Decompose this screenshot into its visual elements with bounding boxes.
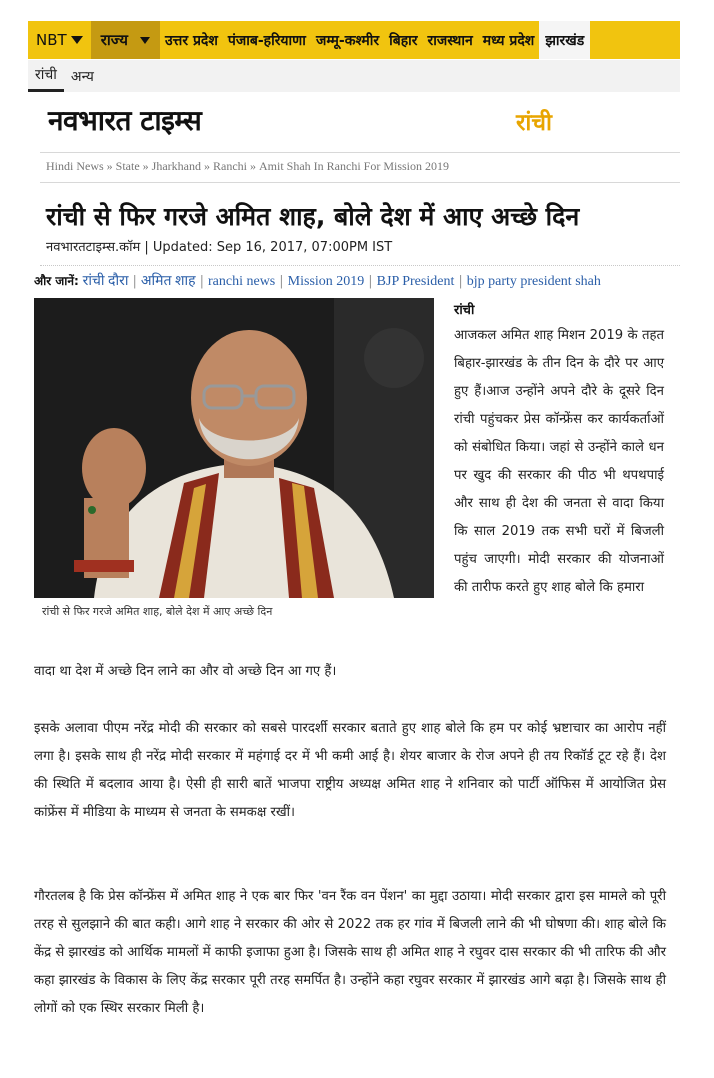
nav-state-madhya-pradesh[interactable]: मध्य प्रदेश — [482, 32, 535, 49]
breadcrumb-hindi-news[interactable]: Hindi News — [46, 159, 104, 173]
section-rajya-label: राज्य — [100, 31, 128, 49]
article-photo[interactable] — [34, 298, 434, 598]
article-headline: रांची से फिर गरजे अमित शाह, बोले देश में आए अच्छे दिन — [46, 202, 580, 231]
divider — [40, 265, 680, 266]
subtab-other[interactable]: अन्य — [70, 68, 94, 85]
breadcrumb-state[interactable]: State — [115, 159, 140, 173]
tag-link[interactable]: अमित शाह — [140, 274, 196, 289]
tag-separator: | — [279, 274, 284, 289]
nav-state-uttar-pradesh[interactable]: उत्तर प्रदेश — [165, 32, 218, 49]
tags-label: और जानें: — [34, 274, 79, 288]
tag-link[interactable]: Mission 2019 — [287, 274, 365, 289]
nav-state-punjab-haryana[interactable]: पंजाब-हरियाणा — [227, 32, 306, 49]
nav-state-jharkhand[interactable]: झारखंड — [539, 21, 590, 59]
breadcrumb-ranchi[interactable]: Ranchi — [213, 159, 247, 173]
breadcrumb — [46, 159, 449, 174]
breadcrumb-separator: » — [250, 159, 256, 173]
subtab-ranchi[interactable]: रांची — [28, 60, 64, 92]
photo-caption: रांची से फिर गरजे अमित शाह, बोले देश में आए अच्छे दिन — [42, 605, 273, 618]
state-nav-list — [160, 21, 590, 59]
section-rajya-tab[interactable] — [91, 21, 160, 59]
breadcrumb-separator: » — [142, 159, 149, 173]
breadcrumb-separator: » — [106, 159, 113, 173]
article-dateline: रांची — [454, 303, 475, 318]
nbt-label: NBT — [36, 31, 67, 49]
tag-separator: | — [368, 274, 373, 289]
nbt-menu-button[interactable] — [28, 21, 91, 59]
article-lead-paragraph: आजकल अमित शाह मिशन 2019 के तहत बिहार-झारखंड के तीन दिन के दौरे पर आए हुए हैं।आज उन्होंने अपने दौरे के दूसरे दिन रांची पहुंचकर प्रेस कॉन्फ्रेंस कर कार्यकर्ताओं को संबोधित किया। जहां से उन्होंने काले धन पर खुद की सरकार की पीठ भी थपथपाई और साथ ही देश की जनता से वादा किया कि साल 2019 तक सभी घरों में बिजली पहुंच जाएगी। मोदी सरकार की योजनाओं की तारीफ करते हुए शाह बोले कि हमारा — [454, 328, 664, 595]
tag-separator: | — [199, 274, 204, 289]
nav-state-rajasthan[interactable]: राजस्थान — [427, 32, 473, 49]
nav-state-jammu-kashmir[interactable]: जम्मू-कश्मीर — [315, 32, 380, 49]
article-paragraph-3: गौरतलब है कि प्रेस कॉन्फ्रेंस में अमित शाह ने एक बार फिर 'वन रैंक वन पेंशन' का मुद्दा उठाया। मोदी सरकार द्वारा इस मामले को पूरी तरह से सुलझाने की बात कही। आगे शाह ने सरकार की ओर से 2022 तक हर गांव में बिजली लाने की भी घोषणा की। शाह बोले कि केंद्र से झारखंड को आर्थिक मामलों में काफी इजाफा हुआ है। जिसके साथ ही अमित शाह ने रघुवर दास सरकार की भी तारिफ की और कहा झारखंड के विकास के लिए केंद्र सरकार पूरी तरह समर्पित है। उन्होंने कहा रघुवर सरकार में झारखंड आगे बढ़ा है। जिसके साथ ही लोगों को एक स्थिर सरकार मिली है। — [34, 889, 666, 1016]
city-section-title: रांची — [516, 110, 552, 136]
tag-link[interactable]: bjp party president shah — [466, 274, 601, 289]
tag-link[interactable]: BJP President — [376, 274, 455, 289]
tag-separator: | — [458, 274, 463, 289]
breadcrumb-jharkhand[interactable]: Jharkhand — [151, 159, 201, 173]
breadcrumb-separator: » — [204, 159, 210, 173]
tag-separator: | — [132, 274, 137, 289]
sub-nav-bar — [28, 60, 680, 92]
dropdown-indicator-icon — [140, 37, 150, 44]
divider — [40, 182, 680, 183]
top-nav-bar — [28, 21, 680, 59]
tag-link[interactable]: ranchi news — [208, 274, 276, 289]
tag-link[interactable]: रांची दौरा — [82, 274, 129, 289]
breadcrumb-current: Amit Shah In Ranchi For Mission 2019 — [259, 159, 450, 173]
article-byline: नवभारतटाइम्स.कॉम | Updated: Sep 16, 2017, 07:00PM IST — [46, 240, 393, 255]
related-tags — [34, 271, 601, 290]
divider — [40, 152, 680, 153]
site-logo[interactable]: नवभारत टाइम्स — [48, 104, 202, 137]
caret-down-icon — [71, 36, 83, 44]
nav-state-bihar[interactable]: बिहार — [389, 32, 418, 49]
article-lead-continued: वादा था देश में अच्छे दिन लाने का और वो अच्छे दिन आ गए हैं। — [34, 664, 337, 679]
article-paragraph-2: इसके अलावा पीएम नरेंद्र मोदी की सरकार को सबसे पारदर्शी सरकार बताते हुए शाह बोले कि हम पर कोई भ्रष्टाचार का आरोप नहीं लगा है। इसके साथ ही नरेंद्र मोदी सरकार में महंगाई दर में भी कमी आई है। शेयर बाजार के रोज अपने ही तय रिकॉर्ड टूट रहे हैं। देश की स्थिति में बदलाव आया है। ऐसी ही सारी बातें भाजपा राष्ट्रीय अध्यक्ष अमित शाह ने शनिवार को पार्टी ऑफिस में आयोजित प्रेस कांफ्रेंस में मीडिया के माध्यम से जनता के समकक्ष रखीं। — [34, 721, 666, 820]
article-photo-illustration — [34, 298, 434, 598]
